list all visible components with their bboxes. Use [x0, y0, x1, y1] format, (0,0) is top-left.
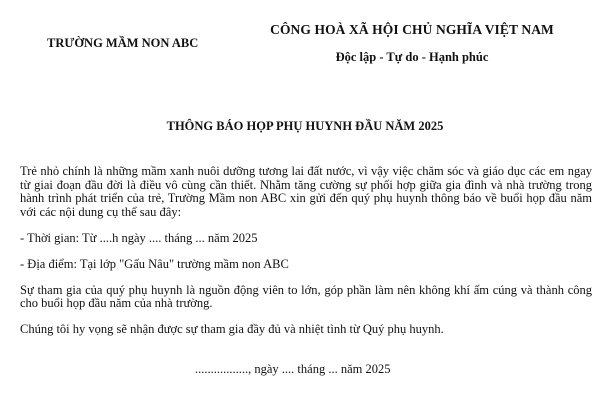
country-name: CÔNG HOÀ XÃ HỘI CHỦ NGHĨA VIỆT NAM [270, 22, 554, 37]
meeting-location: - Địa điểm: Tại lớp "Gấu Nâu" trường mầm non ABC [20, 256, 289, 271]
document-body [20, 165, 592, 336]
national-motto: Độc lập - Tự do - Hạnh phúc [335, 50, 489, 64]
document-title: THÔNG BÁO HỌP PHỤ HUYNH ĐẦU NĂM 2025 [166, 119, 444, 133]
meeting-time: - Thời gian: Từ ....h ngày .... tháng ... năm 2025 [20, 231, 258, 246]
closing-paragraph: Chúng tôi hy vọng sẽ nhận được sự tham gia đầy đủ và nhiệt tình từ Quý phụ huynh. [20, 321, 444, 336]
intro-paragraph: Trẻ nhỏ chính là những mầm xanh nuôi dưỡng tương lai đất nước, vì vậy việc chăm sóc và giáo dục các em ngay từ giai đoạn đầu đời là điều vô cùng cần thiết. Nhằm tăng cường sự phối hợp giữa gia đình và nhà trường trong hành trình phát triển của trẻ, Trường Mầm non ABC xin gửi đến quý phụ huynh thông báo về buổi họp đầu năm với các nội dung cụ thể sau đây: [20, 164, 592, 219]
national-header [262, 22, 562, 65]
date-line: ................., ngày .... tháng ... năm 2025 [195, 362, 391, 376]
participation-paragraph: Sự tham gia của quý phụ huynh là nguồn động viên to lớn, góp phần làm nên không khí ấm cúng và thành công cho buổi họp đầu năm của nhà trường. [20, 282, 592, 311]
school-name: TRƯỜNG MẦM NON ABC [47, 36, 199, 50]
